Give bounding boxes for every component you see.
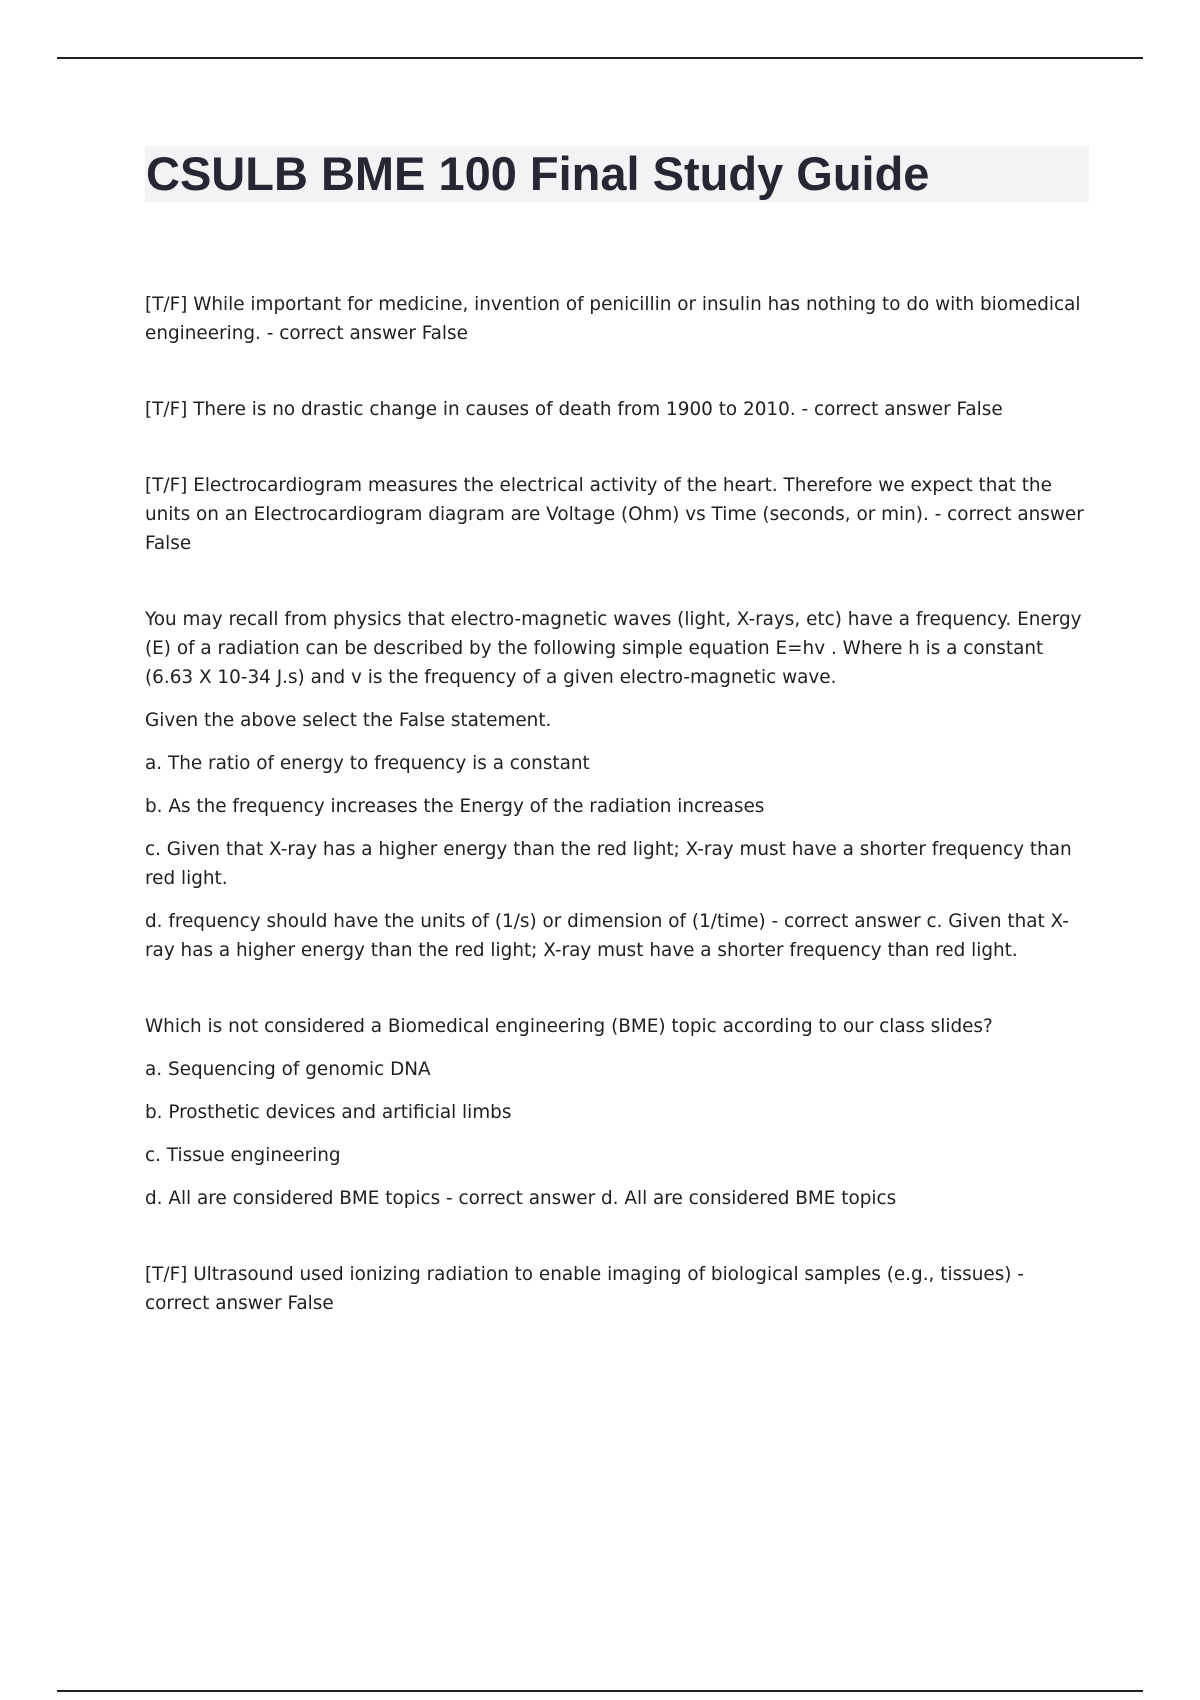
question-2-stem: [T/F] There is no drastic change in causes of death from 1900 to 2010. - correct answer False <box>145 399 1003 420</box>
document-body <box>145 290 1091 1365</box>
question-5 <box>145 1012 1091 1213</box>
question-2 <box>145 395 1091 424</box>
question-1 <box>145 290 1091 348</box>
question-4 <box>145 605 1091 965</box>
question-4-option-c: c. Given that X-ray has a higher energy than the red light; X-ray must have a shorter frequency than red light. <box>145 839 1072 889</box>
question-5-option-c: c. Tissue engineering <box>145 1145 341 1166</box>
document-title: CSULB BME 100 Final Study Guide <box>146 147 930 200</box>
question-4-option-d: d. frequency should have the units of (1/s) or dimension of (1/time) - correct answer c. Given that X-ray has a higher energy than the red light; X-ray must have a shorter frequency than red light. <box>145 911 1069 961</box>
question-1-stem: [T/F] While important for medicine, invention of penicillin or insulin has nothing to do with biomedical engineering. - correct answer False <box>145 294 1081 344</box>
question-3 <box>145 471 1091 558</box>
question-5-option-a: a. Sequencing of genomic DNA <box>145 1059 431 1080</box>
question-4-option-a: a. The ratio of energy to frequency is a constant <box>145 753 590 774</box>
question-5-stem: Which is not considered a Biomedical engineering (BME) topic according to our class slides? <box>145 1016 993 1037</box>
question-5-option-b: b. Prosthetic devices and artificial limbs <box>145 1102 512 1123</box>
question-6-stem: [T/F] Ultrasound used ionizing radiation to enable imaging of biological samples (e.g., tissues) - correct answer False <box>145 1264 1024 1314</box>
question-4-option-b: b. As the frequency increases the Energy of the radiation increases <box>145 796 765 817</box>
question-4-stem: You may recall from physics that electro-magnetic waves (light, X-rays, etc) have a frequency. Energy (E) of a radiation can be described by the following simple equation E=hv . Where h is a constant (6.63 X 10-34 J.s) and v is the frequency of a given electro-magnetic wave. <box>145 609 1082 688</box>
question-5-option-d: d. All are considered BME topics - correct answer d. All are considered BME topics <box>145 1188 897 1209</box>
question-4-prompt: Given the above select the False statement. <box>145 710 552 731</box>
top-rule <box>57 57 1143 59</box>
question-6 <box>145 1260 1091 1318</box>
question-3-stem: [T/F] Electrocardiogram measures the electrical activity of the heart. Therefore we expect that the units on an Electrocardiogram diagram are Voltage (Ohm) vs Time (seconds, or min). - correct answer False <box>145 475 1084 554</box>
bottom-rule <box>57 1690 1143 1692</box>
